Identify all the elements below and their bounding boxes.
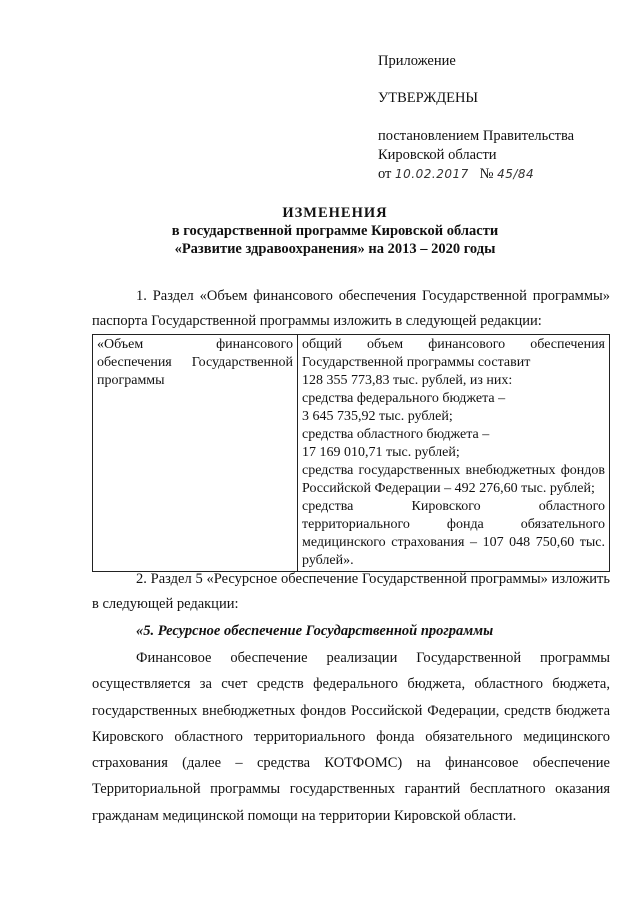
- date-prefix: от: [378, 166, 392, 182]
- decree-line-1: постановлением Правительства: [378, 128, 575, 144]
- value-line: средства федерального бюджета –: [302, 391, 506, 406]
- value-line: средства Кировского областного территориального фонда обязательного медицинского страхования – 107 048 750,60 тыс. рублей».: [302, 499, 605, 568]
- section-2-paragraph: 2. Раздел 5 «Ресурсное обеспечение Государственной программы» изложить в следующей редакции:: [92, 571, 610, 612]
- value-line: 128 355 773,83 тыс. рублей, из них:: [302, 373, 513, 388]
- title-line-3: «Развитие здравоохранения» на 2013 – 2020 годы: [174, 241, 496, 257]
- section-5-heading: «5. Ресурсное обеспечение Государственной программы: [136, 623, 494, 639]
- passport-label-cell: «Объем финансового обеспечения Государственной программы: [93, 335, 298, 572]
- approval-block: [378, 52, 628, 184]
- section-5-paragraph: Финансовое обеспечение реализации Государственной программы осуществляется за счет средств федерального бюджета, областного бюджета, государственных внебюджетных фондов Российской Федерации, средств бюджета Кировского областного территориального фонда обязательного медицинского страхования (далее – средства КОТФОМС) на финансовое обеспечение Территориальной программы государственных гарантий бесплатного оказания гражданам медицинской помощи на территории Кировской области.: [92, 650, 610, 824]
- number-prefix: №: [479, 166, 494, 182]
- value-line: средства государственных внебюджетных фондов Российской Федерации – 492 276,60 тыс. рублей;: [302, 463, 605, 496]
- value-line: 3 645 735,92 тыс. рублей;: [302, 409, 453, 424]
- value-line: общий объем финансового обеспечения Государственной программы составит: [302, 337, 605, 370]
- decree-date-line: [378, 165, 628, 184]
- title-line-1: ИЗМЕНЕНИЯ: [282, 205, 388, 221]
- handwritten-date: 10.02.2017: [395, 167, 469, 181]
- passport-table: [92, 334, 610, 572]
- table-row: [93, 335, 610, 572]
- value-line: 17 169 010,71 тыс. рублей;: [302, 445, 460, 460]
- title-line-2: в государственной программе Кировской области: [171, 223, 499, 239]
- passport-value-cell: [298, 335, 610, 572]
- decree-line-2: Кировской области: [378, 147, 497, 163]
- document-title: [40, 204, 630, 258]
- handwritten-number: 45/84: [497, 167, 535, 181]
- section-1-paragraph: 1. Раздел «Объем финансового обеспечения Государственной программы» паспорта Государственной программы изложить в следующей редакции:: [92, 288, 610, 329]
- approved-label: УТВЕРЖДЕНЫ: [378, 90, 479, 106]
- value-line: средства областного бюджета –: [302, 427, 490, 442]
- appendix-label: Приложение: [378, 53, 456, 69]
